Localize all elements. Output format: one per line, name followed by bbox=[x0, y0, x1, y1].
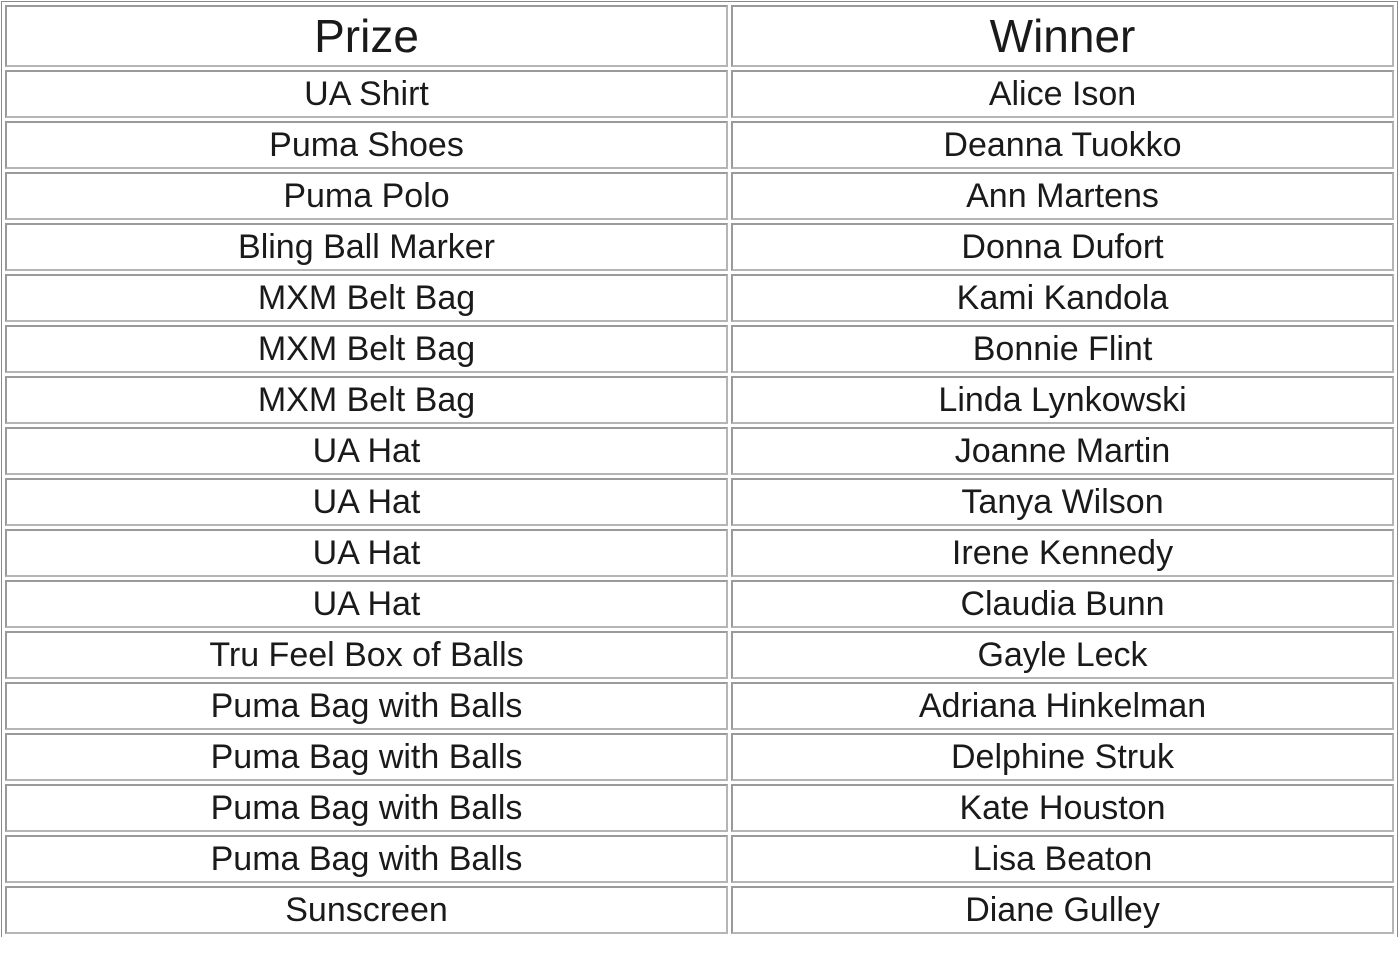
winner-cell: Adriana Hinkelman bbox=[731, 682, 1394, 730]
winner-cell: Alice Ison bbox=[731, 70, 1394, 118]
table-row bbox=[5, 325, 1394, 373]
winner-cell: Delphine Struk bbox=[731, 733, 1394, 781]
table-row bbox=[5, 478, 1394, 526]
winner-cell: Irene Kennedy bbox=[731, 529, 1394, 577]
prize-cell: Tru Feel Box of Balls bbox=[5, 631, 728, 679]
winner-cell: Deanna Tuokko bbox=[731, 121, 1394, 169]
prize-cell: UA Hat bbox=[5, 427, 728, 475]
prize-cell: MXM Belt Bag bbox=[5, 325, 728, 373]
table-row bbox=[5, 274, 1394, 322]
prize-cell: Puma Bag with Balls bbox=[5, 835, 728, 883]
winner-cell: Ann Martens bbox=[731, 172, 1394, 220]
winner-cell: Kami Kandola bbox=[731, 274, 1394, 322]
table-header-row bbox=[5, 5, 1394, 67]
prize-winners-table bbox=[1, 1, 1398, 937]
prize-cell: UA Shirt bbox=[5, 70, 728, 118]
winner-column-header: Winner bbox=[731, 5, 1394, 67]
table-row bbox=[5, 733, 1394, 781]
prize-cell: UA Hat bbox=[5, 580, 728, 628]
table-row bbox=[5, 682, 1394, 730]
prize-cell: UA Hat bbox=[5, 478, 728, 526]
prize-cell: MXM Belt Bag bbox=[5, 376, 728, 424]
table-row bbox=[5, 580, 1394, 628]
winner-cell: Claudia Bunn bbox=[731, 580, 1394, 628]
prize-cell: Puma Polo bbox=[5, 172, 728, 220]
winner-cell: Tanya Wilson bbox=[731, 478, 1394, 526]
table-row bbox=[5, 223, 1394, 271]
winner-cell: Lisa Beaton bbox=[731, 835, 1394, 883]
winner-cell: Bonnie Flint bbox=[731, 325, 1394, 373]
table-row bbox=[5, 121, 1394, 169]
prize-cell: MXM Belt Bag bbox=[5, 274, 728, 322]
table-row bbox=[5, 886, 1394, 934]
winner-cell: Gayle Leck bbox=[731, 631, 1394, 679]
prize-cell: Puma Bag with Balls bbox=[5, 682, 728, 730]
table-row bbox=[5, 376, 1394, 424]
winner-cell: Joanne Martin bbox=[731, 427, 1394, 475]
table-row bbox=[5, 70, 1394, 118]
prize-cell: Bling Ball Marker bbox=[5, 223, 728, 271]
prize-cell: Puma Bag with Balls bbox=[5, 733, 728, 781]
prize-cell: UA Hat bbox=[5, 529, 728, 577]
table-row bbox=[5, 427, 1394, 475]
table-row bbox=[5, 529, 1394, 577]
table-row bbox=[5, 172, 1394, 220]
prize-cell: Puma Bag with Balls bbox=[5, 784, 728, 832]
table-body bbox=[5, 70, 1394, 934]
prize-column-header: Prize bbox=[5, 5, 728, 67]
table-row bbox=[5, 631, 1394, 679]
table-row bbox=[5, 784, 1394, 832]
winner-cell: Donna Dufort bbox=[731, 223, 1394, 271]
prize-cell: Sunscreen bbox=[5, 886, 728, 934]
table-row bbox=[5, 835, 1394, 883]
winner-cell: Diane Gulley bbox=[731, 886, 1394, 934]
winner-cell: Linda Lynkowski bbox=[731, 376, 1394, 424]
winner-cell: Kate Houston bbox=[731, 784, 1394, 832]
prize-cell: Puma Shoes bbox=[5, 121, 728, 169]
